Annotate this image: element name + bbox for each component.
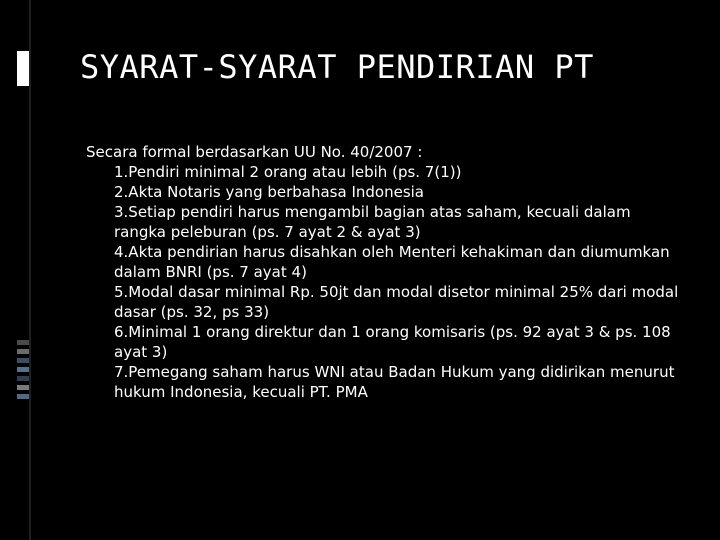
accent-swatch [17, 349, 29, 354]
list-item: 4.Akta pendirian harus disahkan oleh Menteri kehakiman dan diumumkan dalam BNRI (ps. 7 ayat 4) [114, 243, 670, 281]
accent-swatch [17, 340, 29, 345]
slide-title: SYARAT-SYARAT PENDIRIAN PT [80, 48, 594, 86]
decorative-accent-strip [17, 340, 29, 410]
accent-swatch [17, 376, 29, 381]
left-vertical-rule [29, 0, 31, 540]
slide-body [86, 142, 686, 402]
intro-text: Secara formal berdasarkan UU No. 40/2007 : [86, 143, 423, 161]
list-item: 3.Setiap pendiri harus mengambil bagian atas saham, kecuali dalam rangka peleburan (ps. 7 ayat 2 & ayat 3) [114, 203, 631, 241]
accent-swatch [17, 367, 29, 372]
title-marker-bar [17, 51, 29, 86]
requirements-list [86, 162, 686, 402]
list-item: 2.Akta Notaris yang berbahasa Indonesia [114, 183, 424, 201]
list-item: 5.Modal dasar minimal Rp. 50jt dan modal disetor minimal 25% dari modal dasar (ps. 32, ps 33) [114, 283, 679, 321]
accent-swatch [17, 385, 29, 390]
accent-swatch [17, 394, 29, 399]
list-item: 7.Pemegang saham harus WNI atau Badan Hukum yang didirikan menurut hukum Indonesia, kecuali PT. PMA [114, 363, 675, 401]
list-item: 6.Minimal 1 orang direktur dan 1 orang komisaris (ps. 92 ayat 3 & ps. 108 ayat 3) [114, 323, 671, 361]
accent-swatch [17, 358, 29, 363]
list-item: 1.Pendiri minimal 2 orang atau lebih (ps. 7(1)) [114, 163, 462, 181]
